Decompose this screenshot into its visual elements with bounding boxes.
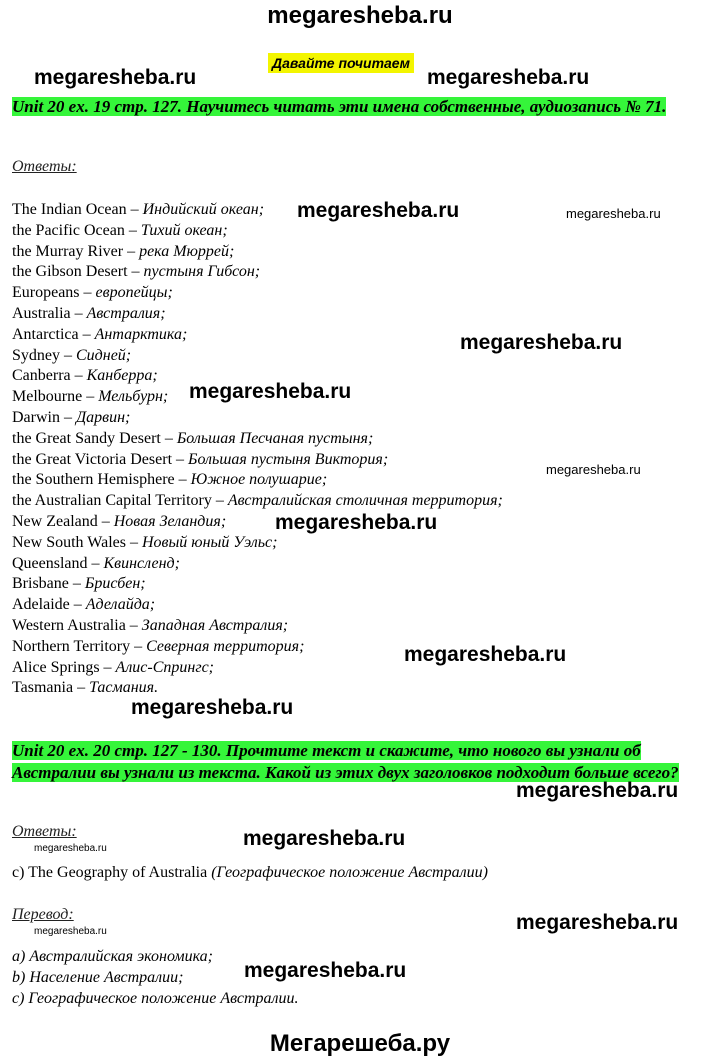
item-russian: Дарвин; <box>75 408 131 426</box>
list-item <box>12 429 503 450</box>
item-english: Australia <box>12 304 71 322</box>
item-dash: – <box>86 388 95 406</box>
item-dash: – <box>101 512 110 530</box>
item-dash: – <box>130 201 139 218</box>
answers-label: Ответы: <box>12 158 77 175</box>
item-dash: – <box>77 679 86 697</box>
list-item <box>12 470 503 491</box>
item-russian: река Мюррей; <box>139 242 235 260</box>
item-russian: Индийский океан; <box>142 201 265 218</box>
item-english: The Indian Ocean <box>12 201 127 218</box>
item-dash: – <box>129 533 138 551</box>
list-item <box>12 616 503 637</box>
item-dash: – <box>73 596 82 614</box>
watermark: megaresheba.ru <box>34 66 197 89</box>
task-heading-1-text: Unit 20 ex. 19 стр. 127. Научитесь читать эти имена собственные, аудиозапись № 71. <box>12 97 667 116</box>
list-item <box>12 304 503 325</box>
item-russian: Аделайда; <box>85 596 156 614</box>
item-english: Brisbane <box>12 575 69 593</box>
list-item <box>12 242 503 263</box>
watermark: megaresheba.ru <box>546 462 641 477</box>
item-russian: Квинсленд; <box>103 554 180 572</box>
item-english: New Zealand <box>12 512 98 530</box>
answer-en: c) The Geography of Australia <box>12 864 208 881</box>
item-english: Western Australia <box>12 616 126 634</box>
watermark: megaresheba.ru <box>189 380 352 403</box>
item-dash: – <box>134 637 143 655</box>
item-english: Melbourne <box>12 388 83 406</box>
item-russian: Сидней; <box>76 346 132 364</box>
item-russian: Австралия; <box>86 304 166 322</box>
watermark: megaresheba.ru <box>516 779 679 802</box>
watermark: megaresheba.ru <box>460 331 623 354</box>
watermark: megaresheba.ru <box>297 199 460 222</box>
watermark: megaresheba.ru <box>404 643 567 666</box>
watermark: megaresheba.ru <box>275 511 438 534</box>
translation-a: a) Австралийская экономика; <box>12 948 213 965</box>
list-item <box>12 346 503 367</box>
item-russian: Тихий океан; <box>140 221 228 239</box>
item-english: the Pacific Ocean <box>12 221 125 239</box>
item-russian: Австралийская столичная территория; <box>227 492 503 510</box>
watermark: megaresheba.ru <box>427 66 590 89</box>
answers-label-2: Ответы: <box>12 823 77 840</box>
list-item <box>12 533 503 554</box>
translation-c: c) Географическое положение Австралии. <box>12 990 299 1007</box>
item-english: the Australian Capital Territory <box>12 492 212 510</box>
item-russian: пустыня Гибсон; <box>143 263 261 281</box>
watermark: megaresheba.ru <box>516 911 679 934</box>
item-english: Adelaide <box>12 596 70 614</box>
watermark: megaresheba.ru <box>244 959 407 982</box>
item-dash: – <box>127 242 136 260</box>
item-english: Canberra <box>12 367 71 385</box>
item-dash: – <box>74 304 83 322</box>
task-heading-2-text: Unit 20 ex. 20 стр. 127 - 130. Прочтите текст и скажите, что нового вы узнали об Австралии вы узнали из текста. Какой из этих двух заголовков подходит больше всего? <box>12 741 679 782</box>
item-english: the Southern Hemisphere <box>12 471 175 489</box>
list-item <box>12 450 503 471</box>
translation-b: b) Население Австралии; <box>12 969 184 986</box>
item-russian: европейцы; <box>95 284 173 302</box>
item-english: Europeans <box>12 284 80 302</box>
list-item <box>12 221 503 242</box>
item-dash: – <box>131 263 140 281</box>
list-item <box>12 262 503 283</box>
item-dash: – <box>82 325 91 343</box>
names-list <box>12 200 503 699</box>
item-english: the Murray River <box>12 242 124 260</box>
item-dash: – <box>72 575 81 593</box>
item-dash: – <box>215 492 224 510</box>
item-russian: Тасмания. <box>89 679 159 697</box>
item-dash: – <box>63 408 72 426</box>
watermark: megaresheba.ru <box>34 843 107 854</box>
item-dash: – <box>129 616 138 634</box>
item-dash: – <box>128 221 137 239</box>
item-english: the Great Sandy Desert <box>12 429 161 447</box>
footer-watermark: Мегарешеба.ру <box>269 1030 451 1057</box>
item-dash: – <box>91 554 100 572</box>
item-english: Alice Springs <box>12 658 100 676</box>
list-item <box>12 491 503 512</box>
item-english: Darwin <box>12 408 60 426</box>
item-russian: Северная территория; <box>146 637 305 655</box>
item-russian: Мельбурн; <box>98 388 169 406</box>
answer-line <box>12 864 488 882</box>
item-dash: – <box>64 346 72 364</box>
item-russian: Западная Австралия; <box>141 616 289 634</box>
item-dash: – <box>178 471 187 489</box>
item-russian: Антарктика; <box>94 325 188 343</box>
list-item <box>12 325 503 346</box>
item-dash: – <box>176 450 185 468</box>
item-english: Sydney <box>12 346 60 364</box>
item-english: Tasmania <box>12 679 74 697</box>
header-watermark: megaresheba.ru <box>267 2 453 29</box>
item-english: the Great Victoria Desert <box>12 450 173 468</box>
item-russian: Брисбен; <box>84 575 146 593</box>
list-item <box>12 574 503 595</box>
watermark: megaresheba.ru <box>243 827 406 850</box>
item-english: Queensland <box>12 554 88 572</box>
translation-label: Перевод: <box>12 906 74 923</box>
item-russian: Канберра; <box>86 367 158 385</box>
item-russian: Алис-Спрингс; <box>115 658 215 676</box>
watermark: megaresheba.ru <box>566 206 661 221</box>
section-badge: Давайте почитаем <box>268 53 414 73</box>
list-item <box>12 595 503 616</box>
item-english: New South Wales <box>12 533 126 551</box>
item-dash: – <box>103 658 112 676</box>
item-dash: – <box>83 284 92 302</box>
item-russian: Большая пустыня Виктория; <box>188 450 389 468</box>
item-russian: Большая Песчаная пустыня; <box>176 429 374 447</box>
answer-ru: (Географическое положение Австралии) <box>211 864 488 881</box>
item-russian: Новый юный Уэльс; <box>141 533 278 551</box>
item-russian: Новая Зеландия; <box>113 512 227 530</box>
item-dash: – <box>74 367 83 385</box>
watermark: megaresheba.ru <box>34 926 107 937</box>
item-russian: Южное полушарие; <box>190 471 328 489</box>
list-item <box>12 408 503 429</box>
item-english: Antarctica <box>12 325 79 343</box>
list-item <box>12 554 503 575</box>
list-item <box>12 283 503 304</box>
item-english: the Gibson Desert <box>12 263 128 281</box>
task-heading-1 <box>12 96 686 118</box>
task-heading-2 <box>12 740 686 784</box>
item-dash: – <box>164 429 173 447</box>
item-english: Northern Territory <box>12 637 131 655</box>
watermark: megaresheba.ru <box>131 696 294 719</box>
